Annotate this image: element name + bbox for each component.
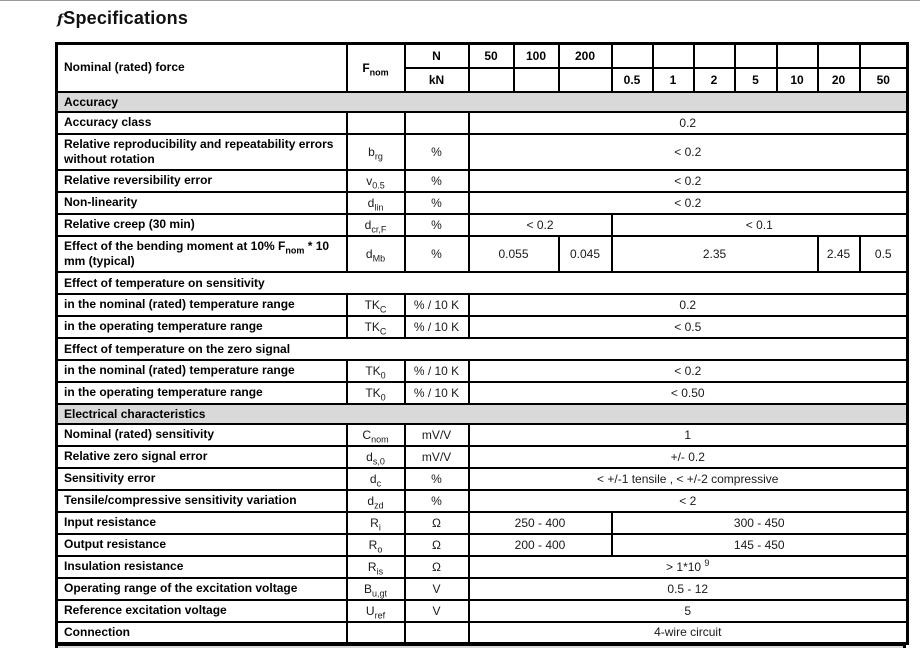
spec-row bbox=[57, 134, 908, 170]
header-capacity-kn-cell: 50 bbox=[860, 68, 908, 92]
param-label: Relative zero signal error bbox=[57, 446, 347, 468]
param-value: 0.5 bbox=[860, 236, 908, 272]
param-unit: % bbox=[405, 134, 469, 170]
param-symbol: $b_{rg}$ bbox=[347, 134, 405, 170]
header-capacity-n-cell bbox=[735, 44, 777, 68]
param-symbol: $d_{zd}$ bbox=[347, 490, 405, 512]
param-value: 4-wire circuit bbox=[469, 622, 908, 644]
param-unit: % bbox=[405, 468, 469, 490]
param-symbol: $TK_0$ bbox=[347, 360, 405, 382]
header-unit-kn: kN bbox=[405, 68, 469, 92]
param-value: +/- 0.2 bbox=[469, 446, 908, 468]
param-unit: % / 10 K bbox=[405, 294, 469, 316]
param-label: Accuracy class bbox=[57, 112, 347, 134]
param-symbol bbox=[347, 112, 405, 134]
param-symbol: $v_{0.5}$ bbox=[347, 170, 405, 192]
section-label: Accuracy bbox=[57, 92, 908, 112]
param-unit: % bbox=[405, 214, 469, 236]
param-label: in the nominal (rated) temperature range bbox=[57, 360, 347, 382]
header-capacity-kn-cell: 2 bbox=[694, 68, 735, 92]
param-unit bbox=[405, 622, 469, 644]
param-symbol: $d_{cr,F}$ bbox=[347, 214, 405, 236]
param-label: Effect of the bending moment at 10% $F_{nom} * 10$ mm (typical) bbox=[57, 236, 347, 272]
spec-row bbox=[57, 236, 908, 272]
param-symbol: $d_{s,0}$ bbox=[347, 446, 405, 468]
param-symbol: $TK_C$ bbox=[347, 316, 405, 338]
header-capacity-n-cell bbox=[653, 44, 694, 68]
spec-row bbox=[57, 534, 908, 556]
spec-row bbox=[57, 490, 908, 512]
spec-row bbox=[57, 424, 908, 446]
param-value: < 0.2 bbox=[469, 214, 612, 236]
header-capacity-kn-cell: 20 bbox=[818, 68, 860, 92]
param-label: Output resistance bbox=[57, 534, 347, 556]
subsection-header-row bbox=[57, 272, 908, 294]
spec-row bbox=[57, 578, 908, 600]
spec-row bbox=[57, 512, 908, 534]
param-symbol: $C_{nom}$ bbox=[347, 424, 405, 446]
param-value: 0.2 bbox=[469, 112, 908, 134]
param-symbol: $R_{is}$ bbox=[347, 556, 405, 578]
symbol-sub: nom bbox=[369, 67, 389, 78]
page-title bbox=[57, 8, 188, 29]
param-unit: % bbox=[405, 192, 469, 214]
param-unit: mV/V bbox=[405, 424, 469, 446]
param-symbol: $U_{ref}$ bbox=[347, 600, 405, 622]
param-value: < 0.2 bbox=[469, 170, 908, 192]
param-unit: % / 10 K bbox=[405, 360, 469, 382]
header-capacity-n-cell bbox=[777, 44, 818, 68]
param-label: Relative reversibility error bbox=[57, 170, 347, 192]
header-capacity-kn-cell: 10 bbox=[777, 68, 818, 92]
spec-row bbox=[57, 622, 908, 644]
header-capacity-n-cell bbox=[612, 44, 653, 68]
spec-row bbox=[57, 192, 908, 214]
param-label: Input resistance bbox=[57, 512, 347, 534]
header-param-label: Nominal (rated) force bbox=[57, 44, 347, 92]
param-unit: % / 10 K bbox=[405, 382, 469, 404]
param-symbol: $R_o$ bbox=[347, 534, 405, 556]
spec-row bbox=[57, 556, 908, 578]
spec-row bbox=[57, 294, 908, 316]
param-value: 1 bbox=[469, 424, 908, 446]
param-unit: % bbox=[405, 170, 469, 192]
spec-row bbox=[57, 214, 908, 236]
header-capacity-n-cell: 200 bbox=[559, 44, 612, 68]
param-value: < 2 bbox=[469, 490, 908, 512]
section-label: Effect of temperature on the zero signal bbox=[57, 338, 908, 360]
param-unit bbox=[405, 112, 469, 134]
subsection-header-row bbox=[57, 338, 908, 360]
param-label: Reference excitation voltage bbox=[57, 600, 347, 622]
param-unit: V bbox=[405, 578, 469, 600]
header-symbol-fnom bbox=[347, 44, 405, 92]
param-value: 145 - 450 bbox=[612, 534, 908, 556]
param-label: Insulation resistance bbox=[57, 556, 347, 578]
param-label: Non-linearity bbox=[57, 192, 347, 214]
header-capacity-n-cell bbox=[818, 44, 860, 68]
param-label: Connection bbox=[57, 622, 347, 644]
param-symbol: $d_{lin}$ bbox=[347, 192, 405, 214]
param-unit: % bbox=[405, 490, 469, 512]
spec-row bbox=[57, 316, 908, 338]
param-value: < 0.2 bbox=[469, 360, 908, 382]
param-value: 0.5 - 12 bbox=[469, 578, 908, 600]
header-capacity-kn-cell bbox=[559, 68, 612, 92]
param-label: Tensile/compressive sensitivity variation bbox=[57, 490, 347, 512]
spec-row bbox=[57, 170, 908, 192]
param-value: 250 - 400 bbox=[469, 512, 612, 534]
header-row-n bbox=[57, 44, 908, 68]
param-value: < 0.2 bbox=[469, 192, 908, 214]
param-label: in the nominal (rated) temperature range bbox=[57, 294, 347, 316]
param-label: Relative creep (30 min) bbox=[57, 214, 347, 236]
param-unit: Ω bbox=[405, 534, 469, 556]
spec-row bbox=[57, 360, 908, 382]
param-value: < 0.50 bbox=[469, 382, 908, 404]
param-value: 5 bbox=[469, 600, 908, 622]
specifications-table bbox=[55, 42, 909, 645]
param-label: in the operating temperature range bbox=[57, 382, 347, 404]
header-capacity-kn-cell: 5 bbox=[735, 68, 777, 92]
param-symbol: $d_c$ bbox=[347, 468, 405, 490]
spec-row bbox=[57, 112, 908, 134]
header-capacity-n-cell: 50 bbox=[469, 44, 514, 68]
param-label: Relative reproducibility and repeatability errors without rotation bbox=[57, 134, 347, 170]
spec-row bbox=[57, 446, 908, 468]
param-label: Operating range of the excitation voltage bbox=[57, 578, 347, 600]
specifications-table-wrap bbox=[55, 42, 906, 648]
param-unit: % bbox=[405, 236, 469, 272]
param-symbol: $TK_C$ bbox=[347, 294, 405, 316]
header-capacity-kn-cell bbox=[514, 68, 559, 92]
param-unit: Ω bbox=[405, 556, 469, 578]
spec-row bbox=[57, 382, 908, 404]
param-symbol: $R_i$ bbox=[347, 512, 405, 534]
page-top-rule bbox=[0, 0, 920, 1]
param-value: 200 - 400 bbox=[469, 534, 612, 556]
param-value: < 0.1 bbox=[612, 214, 908, 236]
spec-table-header bbox=[57, 44, 908, 92]
param-unit: mV/V bbox=[405, 446, 469, 468]
section-header-row bbox=[57, 404, 908, 424]
section-label: Effect of temperature on sensitivity bbox=[57, 272, 908, 294]
title-prefix: f bbox=[57, 12, 64, 28]
header-unit-n: N bbox=[405, 44, 469, 68]
header-capacity-kn-cell: 0.5 bbox=[612, 68, 653, 92]
header-capacity-n-cell bbox=[694, 44, 735, 68]
param-value: < 0.5 bbox=[469, 316, 908, 338]
spec-row bbox=[57, 600, 908, 622]
param-value: 2.45 bbox=[818, 236, 860, 272]
param-symbol bbox=[347, 622, 405, 644]
param-unit: V bbox=[405, 600, 469, 622]
header-capacity-n-cell: 100 bbox=[514, 44, 559, 68]
section-header-row bbox=[57, 92, 908, 112]
param-value: 0.055 bbox=[469, 236, 559, 272]
param-symbol: $TK_0$ bbox=[347, 382, 405, 404]
param-value: < 0.2 bbox=[469, 134, 908, 170]
param-value: 2.35 bbox=[612, 236, 818, 272]
symbol-base: F bbox=[362, 60, 370, 75]
param-value: < +/-1 tensile , < +/-2 compressive bbox=[469, 468, 908, 490]
spec-table-body bbox=[57, 92, 908, 644]
header-capacity-n-cell bbox=[860, 44, 908, 68]
param-label: in the operating temperature range bbox=[57, 316, 347, 338]
param-symbol: $B_{u,gt}$ bbox=[347, 578, 405, 600]
param-unit: % / 10 K bbox=[405, 316, 469, 338]
section-label: Electrical characteristics bbox=[57, 404, 908, 424]
param-value: 0.2 bbox=[469, 294, 908, 316]
param-symbol: $d_{Mb}$ bbox=[347, 236, 405, 272]
title-text: Specifications bbox=[63, 8, 189, 28]
header-capacity-kn-cell bbox=[469, 68, 514, 92]
param-unit: Ω bbox=[405, 512, 469, 534]
param-value: 300 - 450 bbox=[612, 512, 908, 534]
header-capacity-kn-cell: 1 bbox=[653, 68, 694, 92]
spec-row bbox=[57, 468, 908, 490]
param-label: Nominal (rated) sensitivity bbox=[57, 424, 347, 446]
param-value: > 1*10 $^9$ bbox=[469, 556, 908, 578]
param-label: Sensitivity error bbox=[57, 468, 347, 490]
param-value: 0.045 bbox=[559, 236, 612, 272]
